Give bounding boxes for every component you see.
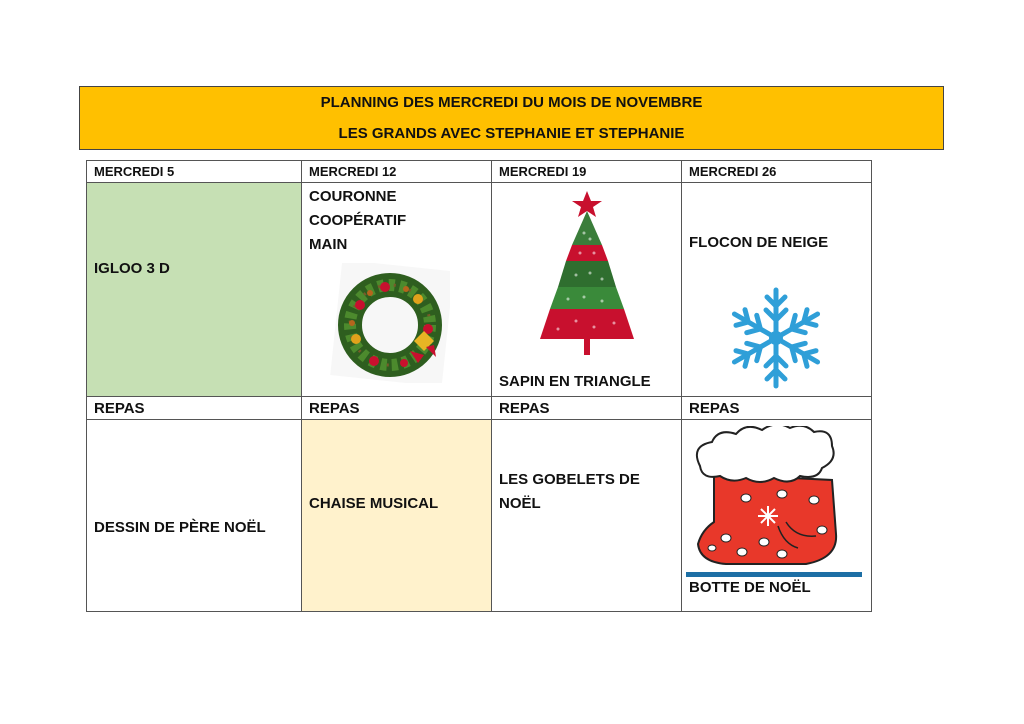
activity-cell-chaise-musical (302, 420, 492, 612)
activity-label: BOTTE DE NOËL (689, 579, 811, 596)
activity-label: FLOCON DE NEIGE (689, 234, 829, 251)
repas-cell: REPAS (682, 397, 872, 420)
repas-row (87, 397, 872, 420)
activity-cell-sapin (492, 183, 682, 397)
snowflake-icon (726, 283, 826, 393)
activity-label: SAPIN EN TRIANGLE (499, 373, 651, 390)
planning-table (86, 160, 872, 612)
christmas-wreath-icon (330, 263, 450, 383)
activity-cell-botte (682, 420, 872, 612)
activity-label-line: LES GOBELETS DE (499, 471, 640, 488)
christmas-stocking-icon (686, 426, 862, 578)
activity-cell-pere-noel (87, 420, 302, 612)
day-header-cell: MERCREDI 5 (87, 161, 302, 183)
activity-label: DESSIN DE PÈRE NOËL (94, 519, 266, 536)
planning-subtitle: LES GRANDS AVEC STEPHANIE ET STEPHANIE (338, 125, 685, 142)
activity-label-line: COURONNE (309, 188, 397, 205)
day-header-cell: MERCREDI 12 (302, 161, 492, 183)
day-header-cell: MERCREDI 19 (492, 161, 682, 183)
activity-label-line: COOPÉRATIF (309, 212, 407, 229)
activity-label-line: MAIN (309, 236, 348, 253)
activity-label-line: NOËL (499, 495, 541, 512)
activity-cell-couronne (302, 183, 492, 397)
afternoon-activity-row (87, 420, 872, 612)
activity-cell-igloo (87, 183, 302, 397)
repas-cell: REPAS (87, 397, 302, 420)
repas-cell: REPAS (302, 397, 492, 420)
christmas-tree-icon (532, 189, 642, 359)
day-header-row (87, 161, 872, 183)
planning-title: PLANNING DES MERCREDI DU MOIS DE NOVEMBRE (320, 94, 703, 111)
activity-label: CHAISE MUSICAL (309, 495, 439, 512)
day-header-cell: MERCREDI 26 (682, 161, 872, 183)
repas-cell: REPAS (492, 397, 682, 420)
activity-label: IGLOO 3 D (94, 260, 170, 277)
planning-header-banner (79, 86, 944, 150)
activity-cell-gobelets (492, 420, 682, 612)
morning-activity-row (87, 183, 872, 397)
activity-cell-flocon (682, 183, 872, 397)
